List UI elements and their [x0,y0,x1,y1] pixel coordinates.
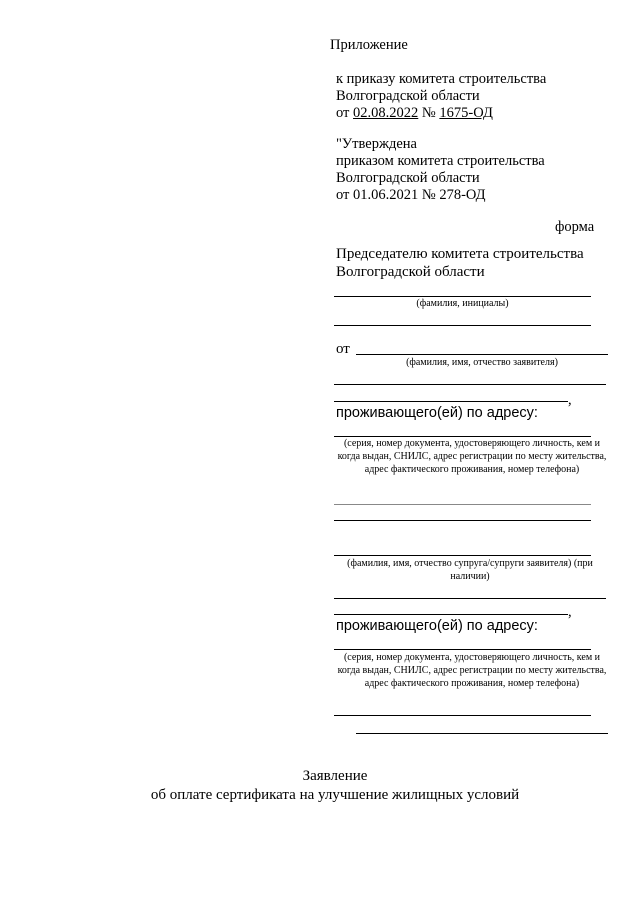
spouse-comma: , [568,604,572,620]
statement-title: Заявление [302,768,368,784]
applicant-residing-label: проживающего(ей) по адресу: [336,405,538,421]
applicant-address-line-3 [334,520,591,521]
order-line-1: к приказу комитета строительства [336,71,547,87]
statement-subtitle: об оплате сертификата на улучшение жилищных условий [150,787,520,803]
spouse-residing-label: проживающего(ей) по адресу: [336,618,538,634]
from-label: от [336,341,350,357]
approval-line-4: от 01.06.2021 № 278-ОД [336,187,486,203]
form-label: форма [555,219,595,235]
addressee-extra-line [334,325,591,326]
spouse-name-line-2 [334,598,606,599]
applicant-doc-caption: (серия, номер документа, удостоверяющего личность, кем и когда выдан, СНИЛС, адрес регистрации по месту жительства, адрес фактического проживания, номер телефона) [337,438,607,475]
applicant-address-line-2 [334,504,591,505]
approval-line-3: Волгоградской области [336,170,480,186]
applicant-comma: , [568,392,572,408]
approval-line-1: "Утверждена [336,136,417,152]
applicant-name-line-2 [334,384,606,385]
appendix-label: Приложение [330,37,408,53]
order-ref-prefix: от [336,105,354,121]
order-number: 1675-ОД [439,105,493,121]
applicant-name-line [356,354,608,355]
addressee-line-1: Председателю комитета строительства [336,246,584,262]
spouse-address-line-2 [334,715,591,716]
addressee-line-2: Волгоградской области [336,264,485,280]
spouse-address-line [334,649,591,650]
applicant-name-line-3 [334,401,568,402]
order-date: 02.08.2022 [353,105,419,121]
approval-line-2: приказом комитета строительства [336,153,545,169]
addressee-name-caption: (фамилия, инициалы) [416,298,509,309]
order-num-sign: № [418,105,440,121]
spouse-name-line-3 [334,614,568,615]
order-line-2: Волгоградской области [336,88,480,104]
spouse-name-caption: (фамилия, имя, отчество супруга/супруги заявителя) (при наличии) [347,558,593,582]
spouse-name-line [334,555,591,556]
spouse-address-line-3 [356,733,608,734]
spouse-doc-caption: (серия, номер документа, удостоверяющего личность, кем и когда выдан, СНИЛС, адрес регистрации по месту жительства, адрес фактического проживания, номер телефона) [337,652,607,689]
applicant-name-caption: (фамилия, имя, отчество заявителя) [406,357,558,368]
order-reference [336,104,493,122]
